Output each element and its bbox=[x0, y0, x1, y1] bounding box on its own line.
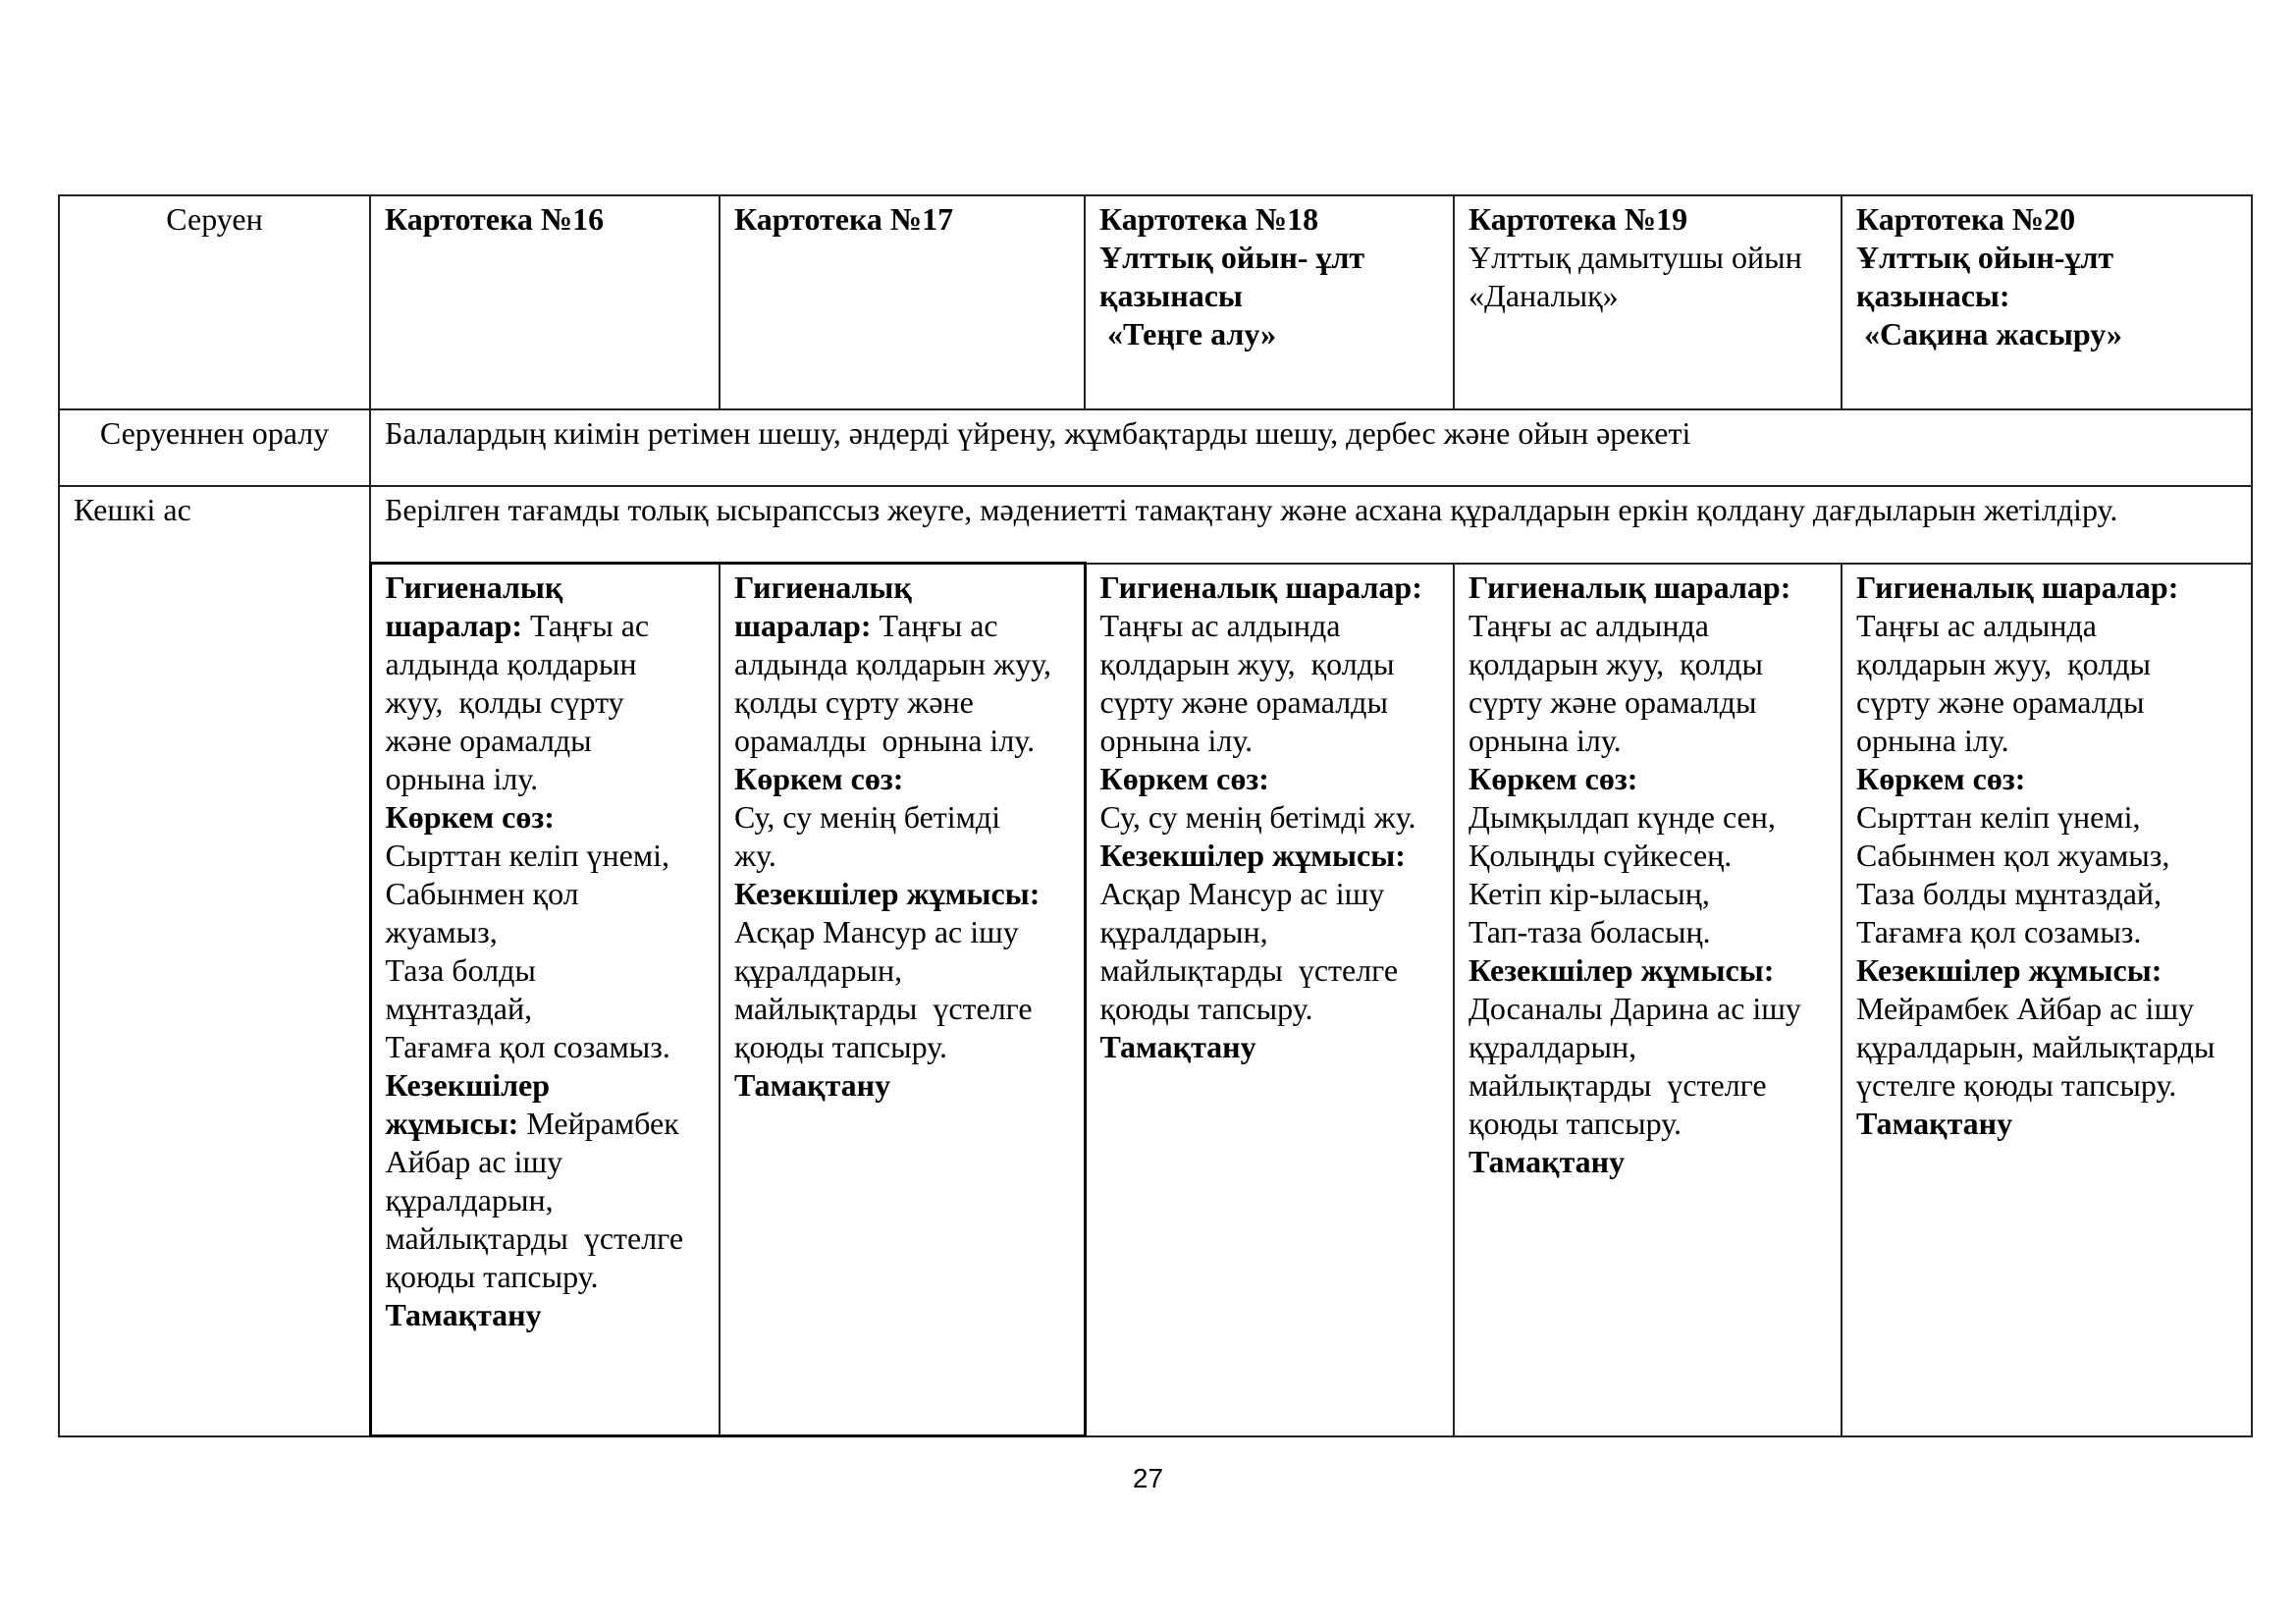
dinner-day-line bbox=[386, 875, 706, 913]
walk-card-line: Картотека №17 bbox=[734, 201, 954, 237]
dinner-day-line bbox=[734, 837, 1070, 875]
dinner-day-line bbox=[1100, 913, 1440, 951]
dinner-day-line bbox=[1856, 1028, 2237, 1066]
dinner-day-line bbox=[1468, 951, 1827, 990]
dinner-day-line bbox=[386, 837, 706, 875]
dinner-day-text: Көркем сөз: bbox=[734, 761, 904, 796]
dinner-day-line bbox=[386, 990, 706, 1028]
walk-row bbox=[59, 195, 2252, 409]
dinner-day-text: майлықтарды үстелге bbox=[385, 1220, 684, 1256]
walk-card-cell bbox=[370, 195, 720, 409]
dinner-day-line bbox=[1856, 683, 2237, 722]
dinner-day-text: жуамыз, bbox=[385, 914, 498, 949]
dinner-day-text: сүрту және орамалды bbox=[1856, 683, 2145, 720]
dinner-day-text: Су, су менің бетімді жу. bbox=[1099, 798, 1416, 835]
dinner-day-cell bbox=[370, 564, 720, 1436]
dinner-label-cell bbox=[59, 486, 370, 1436]
dinner-day-line bbox=[1468, 913, 1827, 951]
return-walk-label: Серуеннен оралу bbox=[99, 415, 330, 451]
dinner-day-line bbox=[386, 1258, 706, 1296]
dinner-day-text: майлықтарды үстелге bbox=[1099, 951, 1399, 988]
dinner-day-line bbox=[1856, 837, 2237, 875]
dinner-day-line bbox=[1100, 798, 1440, 837]
dinner-day-line bbox=[734, 1028, 1070, 1066]
dinner-day-text: қоюды тапсыру. bbox=[385, 1259, 599, 1294]
dinner-day-line bbox=[386, 607, 706, 645]
dinner-day-line bbox=[386, 1181, 706, 1219]
dinner-day-line bbox=[734, 722, 1070, 760]
dinner-day-text: Тамақтану bbox=[1099, 1028, 1256, 1064]
dinner-day-text: қоюды тапсыру. bbox=[734, 1029, 947, 1064]
dinner-day-text: Тамақтану bbox=[1856, 1105, 2013, 1141]
dinner-day-text: Кезекшілер жұмысы: bbox=[1099, 837, 1406, 873]
dinner-day-text: қолдарын жуу, қолды bbox=[1468, 645, 1763, 681]
dinner-day-line bbox=[386, 1143, 706, 1181]
dinner-day-line bbox=[1856, 951, 2237, 990]
dinner-day-line bbox=[734, 683, 1070, 722]
dinner-day-line bbox=[1100, 568, 1440, 607]
dinner-day-text: құралдарын, bbox=[1468, 1028, 1637, 1064]
dinner-day-text: Дымқылдап күнде сен, bbox=[1468, 798, 1776, 835]
dinner-day-text: Таңғы ас алдында bbox=[1468, 607, 1709, 643]
dinner-day-line bbox=[386, 951, 706, 990]
dinner-day-text: Тамақтану bbox=[385, 1297, 542, 1332]
dinner-day-line bbox=[1468, 645, 1827, 683]
dinner-day-line bbox=[734, 798, 1070, 837]
walk-card-line: Ұлттық ойын- ұлт bbox=[1099, 240, 1365, 275]
dinner-day-line bbox=[1468, 1105, 1827, 1143]
walk-card-line: «Даналық» bbox=[1468, 278, 1619, 313]
return-walk-text: Балалардың киімін ретімен шешу, әндерді үйрену, жұмбақтарды шешу, дербес және ойын әрекеті bbox=[385, 415, 1691, 451]
dinner-day-line bbox=[1468, 568, 1827, 607]
dinner-day-line bbox=[386, 760, 706, 798]
dinner-day-line bbox=[1100, 990, 1440, 1028]
dinner-day-line bbox=[1468, 837, 1827, 875]
dinner-day-text: орнына ілу. bbox=[1856, 722, 2009, 758]
schedule-table bbox=[58, 194, 2253, 1437]
return-walk-label-cell bbox=[59, 409, 370, 486]
dinner-day-text: Гигиеналық bbox=[385, 569, 563, 605]
dinner-detail-row bbox=[59, 564, 2252, 1436]
dinner-day-line bbox=[1468, 683, 1827, 722]
dinner-day-text: Таза болды bbox=[385, 952, 536, 988]
walk-card-line: Картотека №18 bbox=[1099, 201, 1319, 237]
dinner-day-line bbox=[1856, 607, 2237, 645]
dinner-day-cell bbox=[720, 564, 1085, 1436]
dinner-day-line bbox=[1468, 1028, 1827, 1066]
dinner-day-text: Кетіп кір-ыласың, bbox=[1468, 875, 1710, 911]
dinner-day-line bbox=[386, 683, 706, 722]
walk-card-line: Картотека №19 bbox=[1468, 201, 1688, 237]
dinner-day-line bbox=[734, 913, 1070, 951]
dinner-day-line bbox=[386, 798, 706, 837]
dinner-day-text: жу. bbox=[734, 838, 776, 873]
dinner-day-text: Мейрамбек bbox=[518, 1106, 679, 1141]
walk-label-cell bbox=[59, 195, 370, 409]
dinner-day-text: сүрту және орамалды bbox=[1099, 683, 1388, 720]
dinner-day-text: Кезекшілер жұмысы: bbox=[1468, 951, 1775, 988]
walk-card-line: Картотека №16 bbox=[385, 201, 605, 237]
dinner-day-text: Таңғы ас bbox=[871, 608, 998, 643]
dinner-day-line bbox=[386, 1105, 706, 1143]
dinner-day-text: құралдарын, bbox=[734, 952, 903, 988]
dinner-text-cell bbox=[370, 486, 2252, 564]
dinner-day-line bbox=[734, 951, 1070, 990]
dinner-day-text: орнына ілу. bbox=[1468, 722, 1622, 758]
walk-card-line: Картотека №20 bbox=[1856, 201, 2076, 237]
dinner-day-line bbox=[1100, 645, 1440, 683]
dinner-day-line bbox=[386, 1028, 706, 1066]
dinner-day-text: Көркем сөз: bbox=[385, 799, 555, 835]
dinner-day-text: Тап-таза боласың. bbox=[1468, 913, 1711, 949]
dinner-day-text: Кезекшілер жұмысы: bbox=[734, 876, 1041, 911]
dinner-day-text: Гигиеналық шаралар: bbox=[1856, 568, 2179, 605]
dinner-day-line bbox=[1468, 722, 1827, 760]
dinner-day-line bbox=[1856, 568, 2237, 607]
dinner-day-line bbox=[1856, 913, 2237, 951]
dinner-label: Кешкі ас bbox=[74, 492, 191, 527]
dinner-day-cell bbox=[1842, 564, 2252, 1436]
dinner-day-text: құралдарын, bbox=[385, 1182, 554, 1218]
dinner-day-line bbox=[386, 645, 706, 683]
dinner-day-text: қоюды тапсыру. bbox=[1099, 990, 1313, 1026]
dinner-day-text: Айбар ас ішу bbox=[385, 1144, 563, 1179]
dinner-day-text: Сабынмен қол bbox=[385, 876, 579, 911]
dinner-day-text: сүрту және орамалды bbox=[1468, 683, 1757, 720]
dinner-day-line bbox=[1100, 875, 1440, 913]
dinner-day-cell bbox=[1454, 564, 1842, 1436]
dinner-day-text: Су, су менің бетімді bbox=[734, 799, 1001, 835]
dinner-day-line bbox=[1856, 798, 2237, 837]
dinner-day-text: алдында қолдарын bbox=[385, 646, 637, 681]
dinner-day-text: жуу, қолды сүрту bbox=[385, 684, 624, 720]
dinner-text: Берілген тағамды толық ысырапссыз жеуге, мәдениетті тамақтану және асхана құралдарын еркін қолдану дағдыларын жетілдіру. bbox=[385, 492, 2118, 527]
dinner-day-line bbox=[1468, 798, 1827, 837]
dinner-day-line bbox=[1100, 837, 1440, 875]
dinner-day-text: Тамақтану bbox=[1468, 1143, 1626, 1179]
dinner-day-text: Көркем сөз: bbox=[1468, 760, 1638, 796]
dinner-day-line bbox=[1468, 875, 1827, 913]
dinner-day-text: Кезекшілер жұмысы: bbox=[1856, 951, 2163, 988]
dinner-day-text: шаралар: bbox=[385, 608, 522, 643]
dinner-day-line bbox=[734, 1066, 1070, 1105]
dinner-day-line bbox=[1468, 1066, 1827, 1105]
dinner-day-line bbox=[734, 568, 1070, 607]
dinner-day-line bbox=[1856, 645, 2237, 683]
dinner-day-line bbox=[386, 1296, 706, 1334]
dinner-day-line bbox=[1856, 990, 2237, 1028]
dinner-day-text: Таңғы ас bbox=[522, 608, 650, 643]
dinner-day-text: алдында қолдарын жуу, bbox=[734, 646, 1051, 681]
dinner-day-line bbox=[1856, 1066, 2237, 1105]
dinner-day-line bbox=[1856, 760, 2237, 798]
dinner-day-line bbox=[1100, 760, 1440, 798]
return-walk-row bbox=[59, 409, 2252, 486]
dinner-day-line bbox=[1468, 607, 1827, 645]
dinner-day-text: орнына ілу. bbox=[385, 761, 539, 796]
dinner-day-text: Гигиеналық шаралар: bbox=[1468, 568, 1791, 605]
dinner-day-line bbox=[386, 1219, 706, 1258]
dinner-day-line bbox=[1468, 1143, 1827, 1181]
dinner-day-text: құралдарын, майлықтарды bbox=[1856, 1028, 2216, 1064]
walk-card-cell bbox=[1085, 195, 1454, 409]
dinner-day-line bbox=[386, 568, 706, 607]
dinner-day-text: Кезекшілер bbox=[385, 1067, 551, 1103]
dinner-day-line bbox=[1100, 607, 1440, 645]
dinner-day-text: Сырттан келіп үнемі, bbox=[385, 838, 670, 873]
walk-card-line: Ұлттық ойын-ұлт bbox=[1856, 240, 2114, 275]
dinner-row bbox=[59, 486, 2252, 564]
dinner-day-text: Мейрамбек Айбар ас ішу bbox=[1856, 990, 2195, 1026]
dinner-day-line bbox=[386, 1066, 706, 1105]
dinner-day-line bbox=[734, 990, 1070, 1028]
dinner-day-text: Таза болды мұнтаздай, bbox=[1856, 875, 2163, 911]
dinner-day-text: Асқар Мансур ас ішу bbox=[734, 914, 1019, 949]
dinner-day-text: қоюды тапсыру. bbox=[1468, 1105, 1682, 1141]
page-number: 27 bbox=[1132, 1463, 1164, 1493]
dinner-day-text: Гигиеналық шаралар: bbox=[1099, 568, 1422, 605]
dinner-day-text: мұнтаздай, bbox=[385, 991, 533, 1026]
dinner-day-text: Досаналы Дарина ас ішу bbox=[1468, 990, 1801, 1026]
return-walk-text-cell bbox=[370, 409, 2252, 486]
dinner-day-text: Гигиеналық bbox=[734, 569, 912, 605]
dinner-day-text: майлықтарды үстелге bbox=[1468, 1066, 1767, 1103]
dinner-day-line bbox=[386, 722, 706, 760]
dinner-day-text: майлықтарды үстелге bbox=[734, 991, 1033, 1026]
dinner-day-text: қолды сүрту және bbox=[734, 684, 974, 720]
dinner-day-line bbox=[1100, 951, 1440, 990]
dinner-day-line bbox=[734, 645, 1070, 683]
dinner-day-line bbox=[1100, 683, 1440, 722]
dinner-day-line bbox=[386, 913, 706, 951]
dinner-day-text: Тамақтану bbox=[734, 1067, 891, 1103]
walk-card-line: «Сақина жасыру» bbox=[1856, 316, 2122, 352]
dinner-day-text: және орамалды bbox=[385, 723, 592, 758]
walk-label: Серуен bbox=[166, 201, 263, 237]
dinner-day-line bbox=[1856, 1105, 2237, 1143]
dinner-day-line bbox=[1468, 760, 1827, 798]
dinner-day-line bbox=[1100, 1028, 1440, 1066]
walk-card-line: «Теңге алу» bbox=[1099, 316, 1277, 352]
dinner-day-text: Сырттан келіп үнемі, bbox=[1856, 798, 2141, 835]
dinner-day-text: Таңғы ас алдында bbox=[1099, 607, 1341, 643]
dinner-day-text: Тағамға қол созамыз. bbox=[385, 1029, 670, 1064]
dinner-day-text: Тағамға қол созамыз. bbox=[1856, 913, 2142, 949]
dinner-day-text: Көркем сөз: bbox=[1856, 760, 2026, 796]
dinner-day-cell bbox=[1085, 564, 1454, 1436]
walk-card-line: қазынасы bbox=[1099, 278, 1243, 313]
dinner-day-text: орамалды орнына ілу. bbox=[734, 723, 1036, 758]
walk-card-cell bbox=[1842, 195, 2252, 409]
dinner-day-text: шаралар: bbox=[734, 608, 872, 643]
dinner-day-text: орнына ілу. bbox=[1099, 722, 1254, 758]
dinner-day-line bbox=[1856, 722, 2237, 760]
dinner-day-text: жұмысы: bbox=[385, 1106, 519, 1141]
dinner-day-line bbox=[734, 875, 1070, 913]
dinner-day-line bbox=[1100, 722, 1440, 760]
dinner-day-line bbox=[1856, 875, 2237, 913]
dinner-day-text: Сабынмен қол жуамыз, bbox=[1856, 837, 2170, 873]
walk-card-cell bbox=[1454, 195, 1842, 409]
dinner-day-line bbox=[734, 607, 1070, 645]
walk-card-line: Ұлттық дамытушы ойын bbox=[1468, 240, 1802, 275]
dinner-day-text: құралдарын, bbox=[1099, 913, 1268, 949]
walk-card-line: қазынасы: bbox=[1856, 278, 2010, 313]
dinner-day-text: Асқар Мансур ас ішу bbox=[1099, 875, 1385, 911]
dinner-day-text: Көркем сөз: bbox=[1099, 760, 1269, 796]
dinner-day-line bbox=[734, 760, 1070, 798]
dinner-day-text: қолдарын жуу, қолды bbox=[1856, 645, 2151, 681]
dinner-day-text: Таңғы ас алдында bbox=[1856, 607, 2097, 643]
walk-card-cell bbox=[720, 195, 1085, 409]
dinner-day-text: үстелге қоюды тапсыру. bbox=[1856, 1066, 2177, 1103]
dinner-day-line bbox=[1468, 990, 1827, 1028]
dinner-day-text: Қолыңды сүйкесең. bbox=[1468, 837, 1733, 873]
dinner-day-text: қолдарын жуу, қолды bbox=[1099, 645, 1395, 681]
